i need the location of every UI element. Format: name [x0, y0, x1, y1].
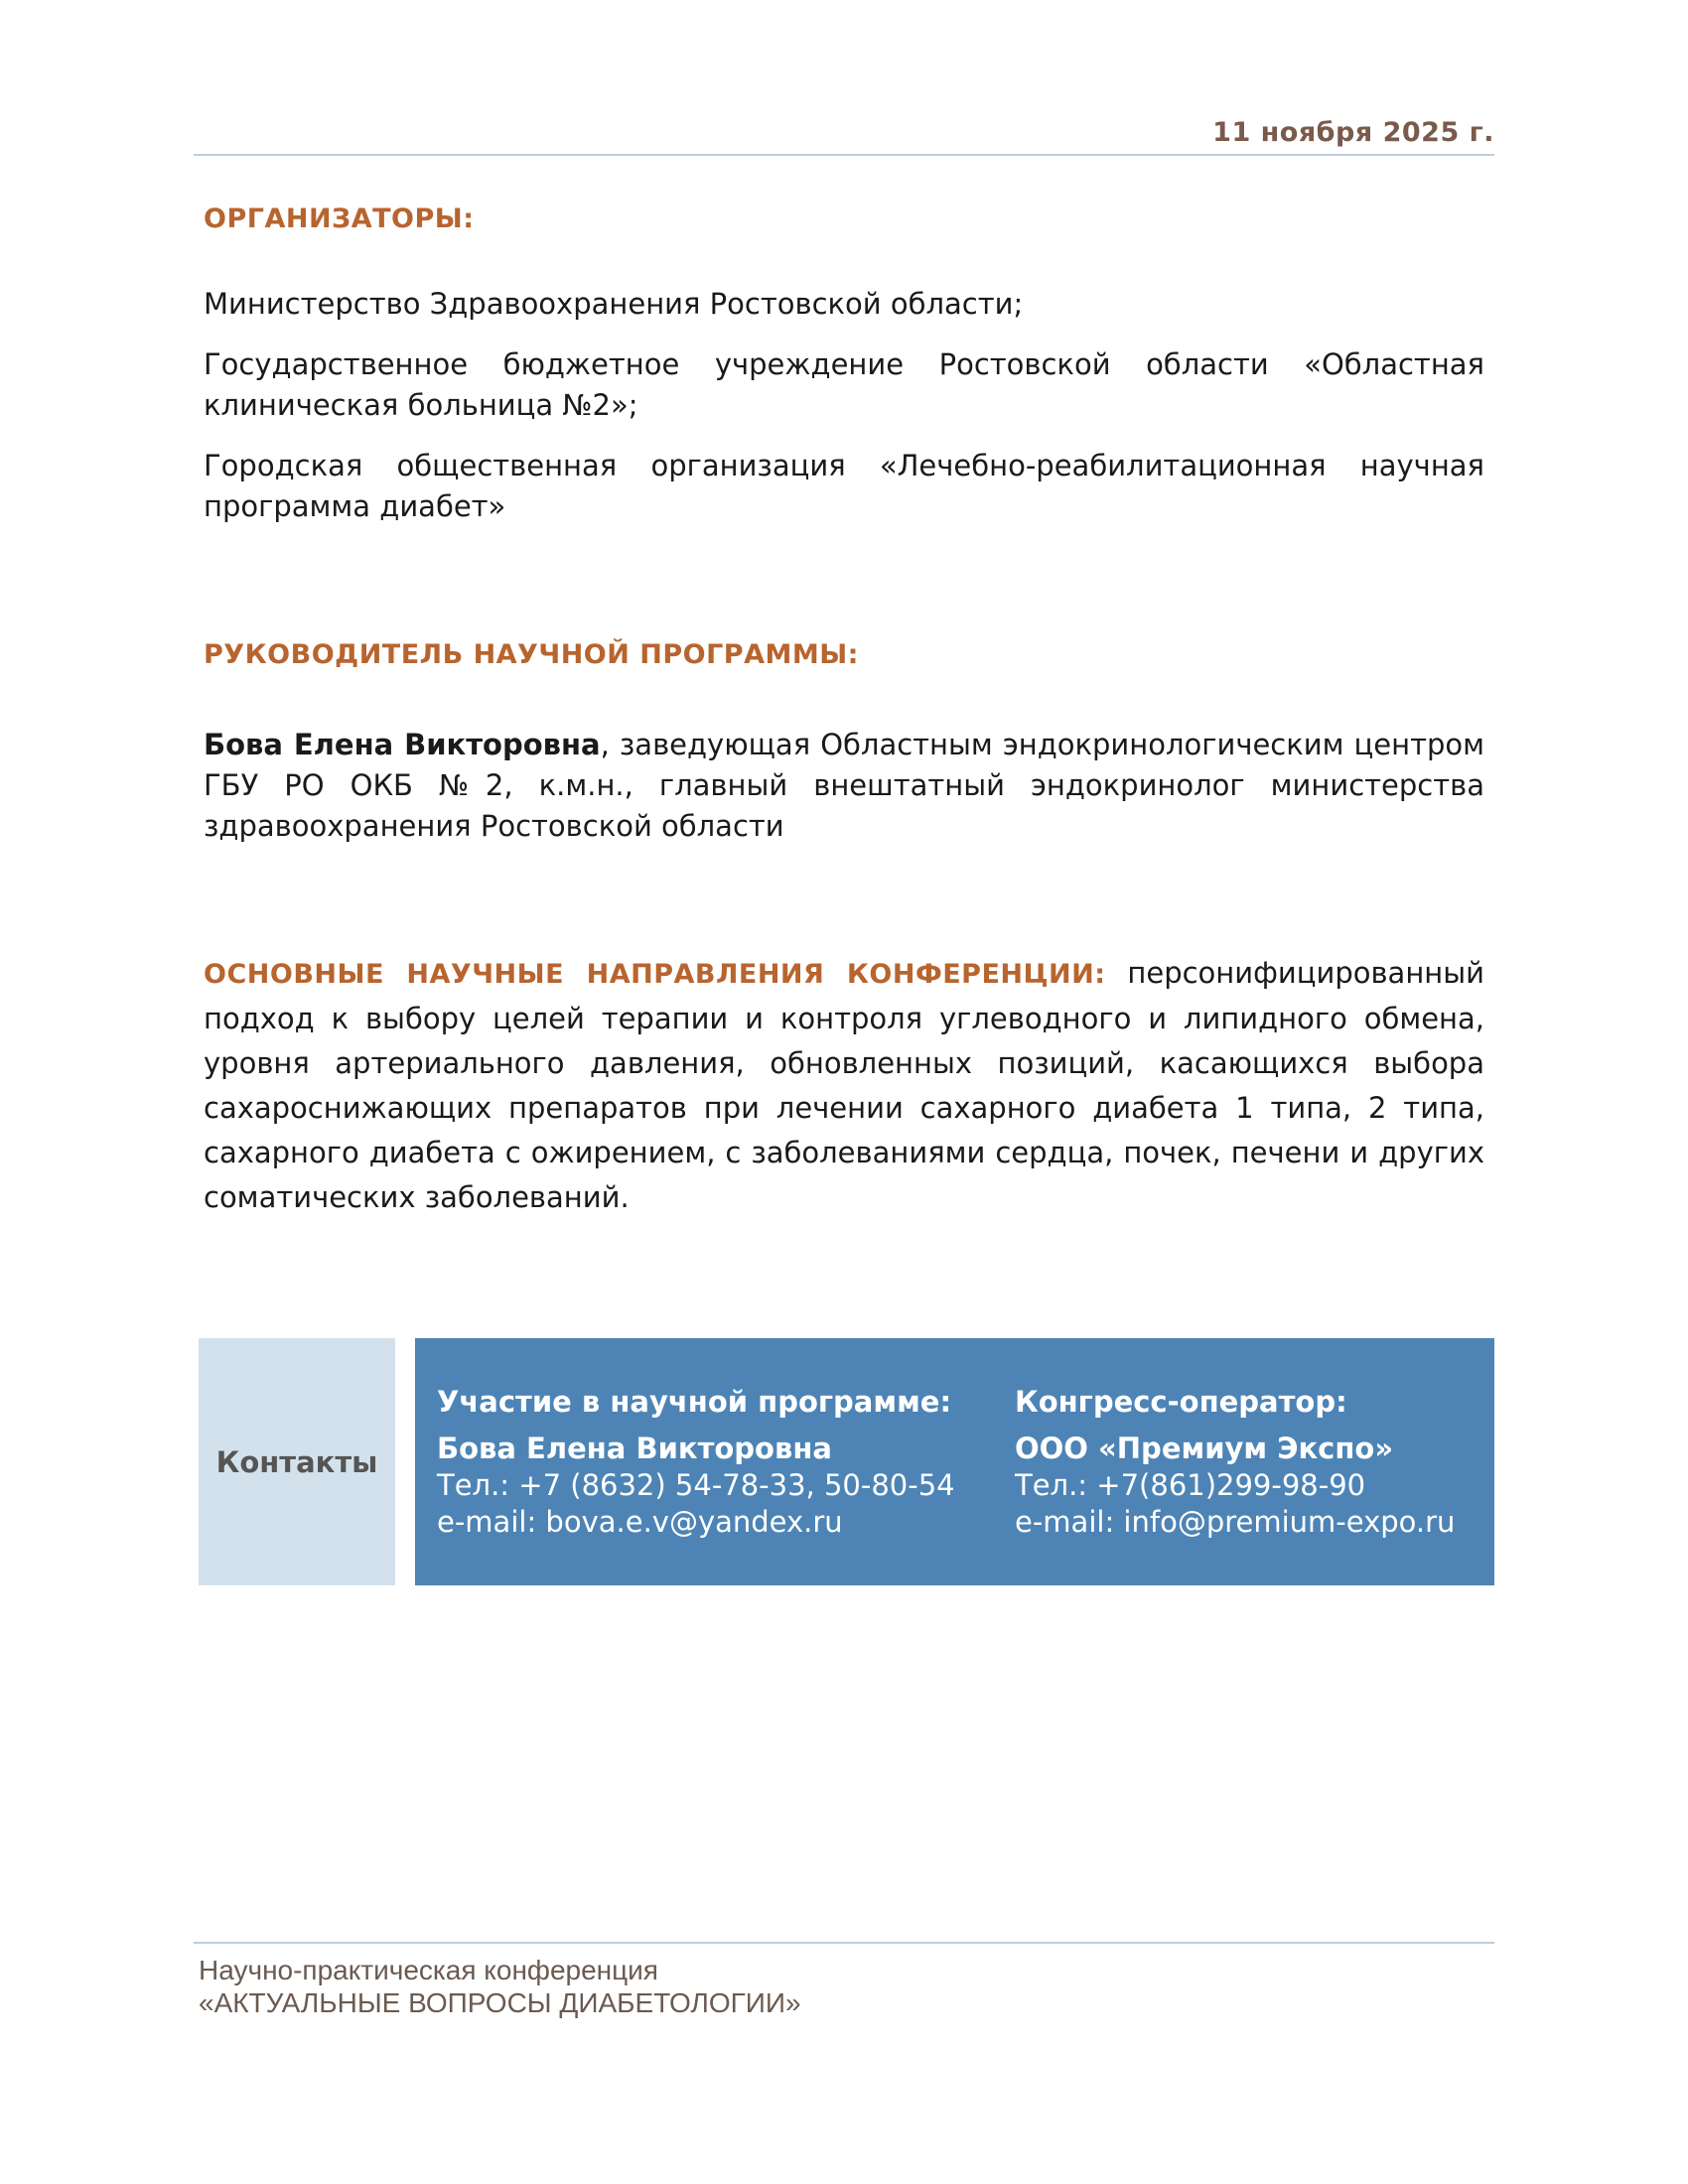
- program-head-section: [204, 639, 1484, 847]
- contacts-box: [415, 1338, 1494, 1585]
- participation-phone: Тел.: +7 (8632) 54-78-33, 50-80-54: [437, 1468, 955, 1502]
- footer-line2: «АКТУАЛЬНЫЕ ВОПРОСЫ ДИАБЕТОЛОГИИ»: [199, 1987, 801, 2018]
- program-head-paragraph: [204, 725, 1484, 847]
- organizers-heading: ОРГАНИЗАТОРЫ:: [204, 204, 475, 234]
- operator-email[interactable]: e-mail: info@premium-expo.ru: [1015, 1505, 1456, 1539]
- header-divider: [194, 154, 1494, 156]
- participation-email[interactable]: e-mail: bova.e.v@yandex.ru: [437, 1505, 843, 1539]
- document-date: 11 ноября 2025 г.: [1212, 117, 1494, 148]
- organizer-item: Государственное бюджетное учреждение Ростовской области «Областная клиническая больница №2»;: [204, 347, 1484, 422]
- organizer-item: Городская общественная организация «Лечебно-реабилитационная научная программа диабет»: [204, 449, 1484, 523]
- operator-phone: Тел.: +7(861)299-98-90: [1015, 1468, 1366, 1502]
- footer-line1: Научно-практическая конференция: [199, 1955, 658, 1985]
- organizers-section: [204, 204, 1484, 547]
- footer-divider: [194, 1942, 1494, 1944]
- organizer-item: Министерство Здравоохранения Ростовской области;: [204, 287, 1024, 321]
- contacts-label: Контакты: [215, 1444, 378, 1479]
- directions-section: [204, 951, 1484, 1220]
- contacts-label-box: [199, 1338, 395, 1585]
- program-head-heading: РУКОВОДИТЕЛЬ НАУЧНОЙ ПРОГРАММЫ:: [204, 639, 859, 670]
- footer: [199, 1954, 801, 2019]
- participation-name: Бова Елена Викторовна: [437, 1432, 832, 1465]
- directions-paragraph: [204, 951, 1484, 1220]
- participation-contact: [437, 1384, 955, 1541]
- operator-title: Конгресс-оператор:: [1015, 1385, 1347, 1419]
- operator-name: ООО «Премиум Экспо»: [1015, 1432, 1394, 1465]
- operator-contact: [1015, 1384, 1455, 1541]
- program-head-description: , заведующая Областным эндокринологическим центром ГБУ РО ОКБ №2, к.м.н., главный внештатный эндокринолог министерства здравоохранения Ростовской области: [204, 728, 1485, 843]
- directions-heading: ОСНОВНЫЕ НАУЧНЫЕ НАПРАВЛЕНИЯ КОНФЕРЕНЦИИ:: [204, 959, 1106, 990]
- participation-title: Участие в научной программе:: [437, 1385, 952, 1419]
- directions-text: персонифицированный подход к выбору целей терапии и контроля углеводного и липидного обмена, уровня артериального давления, обновленных позиций, касающихся выбора сахароснижающих препаратов при лечении сахарного диабета 1 типа, 2 типа, сахарного диабета с ожирением, с заболеваниями сердца, почек, печени и других соматических заболеваний.: [204, 956, 1484, 1214]
- program-head-name: Бова Елена Викторовна: [204, 728, 601, 761]
